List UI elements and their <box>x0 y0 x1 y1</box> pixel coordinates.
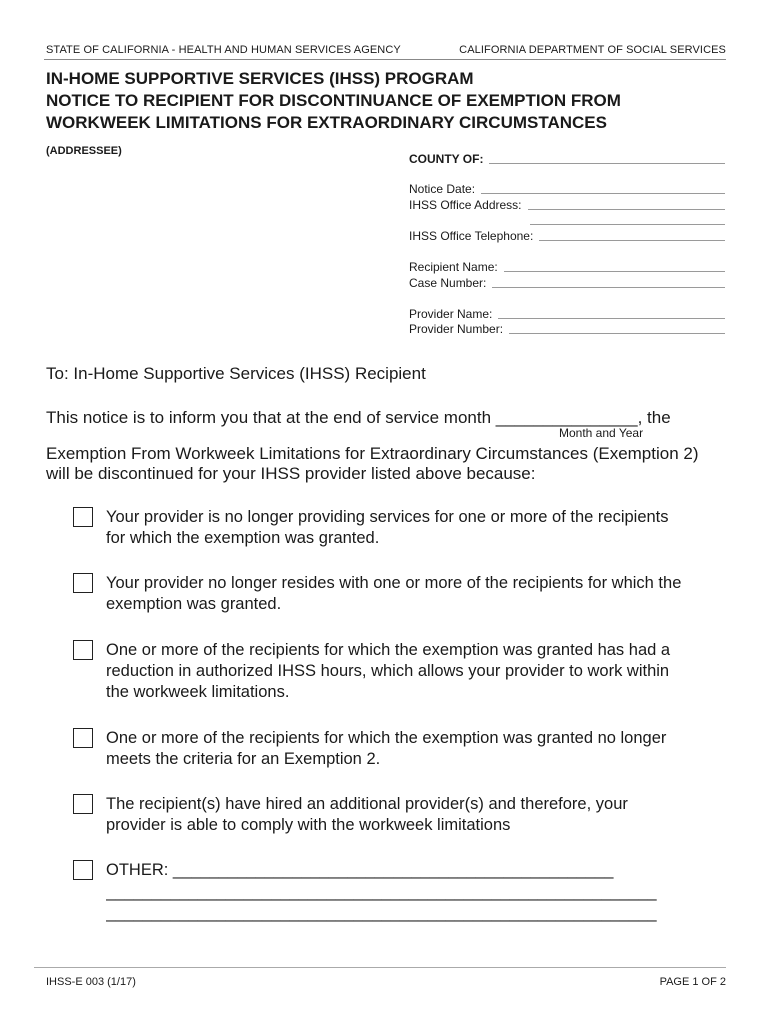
reason-2-line-1: Your provider no longer resides with one or more of the recipients for which the <box>106 574 682 592</box>
reason-checkbox-1[interactable] <box>73 507 93 527</box>
reason-4-line-2: meets the criteria for an Exemption 2. <box>106 750 381 768</box>
title-line-2: NOTICE TO RECIPIENT FOR DISCONTINUANCE OF EXEMPTION FROM <box>46 91 621 110</box>
office-telephone-label: IHSS Office Telephone: <box>409 229 534 243</box>
form-title <box>46 68 736 134</box>
reason-3-line-1: One or more of the recipients for which the exemption was granted has had a <box>106 641 671 659</box>
county-label: COUNTY OF: <box>409 152 484 166</box>
provider-number-label: Provider Number: <box>409 322 504 336</box>
recipient-name-label: Recipient Name: <box>409 260 498 274</box>
reason-text-4 <box>106 728 666 770</box>
to-recipient-line: To: In-Home Supportive Services (IHSS) Recipient <box>46 364 426 383</box>
recipient-name-field[interactable] <box>409 258 725 274</box>
reason-4-line-1: One or more of the recipients for which the exemption was granted no longer <box>106 729 667 747</box>
header-rule <box>44 59 726 60</box>
other-text[interactable] <box>106 860 613 881</box>
reason-1-line-2: for which the exemption was granted. <box>106 529 380 547</box>
exemption-paragraph <box>46 444 736 484</box>
reason-checkbox-2[interactable] <box>73 573 93 593</box>
reason-3-line-3: the workweek limitations. <box>106 683 290 701</box>
form-id: IHSS-E 003 (1/17) <box>46 976 136 988</box>
footer-rule <box>34 967 726 968</box>
paragraph-line-2: will be discontinued for your IHSS provider listed above because: <box>46 464 536 483</box>
addressee-label: (ADDRESSEE) <box>46 145 122 157</box>
notice-date-line[interactable] <box>481 193 725 194</box>
provider-number-field[interactable] <box>409 320 725 336</box>
provider-name-field[interactable] <box>409 305 725 321</box>
reason-5-line-2: provider is able to comply with the workweek limitations <box>106 816 511 834</box>
office-address-line[interactable] <box>528 209 726 210</box>
paragraph-line-1: Exemption From Workweek Limitations for Extraordinary Circumstances (Exemption 2) <box>46 444 699 463</box>
notice-date-label: Notice Date: <box>409 182 476 196</box>
office-telephone-line[interactable] <box>539 240 725 241</box>
office-address-line-2[interactable] <box>530 224 725 225</box>
other-line-1[interactable]: OTHER: ________________________________________________ <box>106 861 614 879</box>
other-line-2[interactable]: ____________________________________________________________ <box>106 883 657 901</box>
department-header: CALIFORNIA DEPARTMENT OF SOCIAL SERVICES <box>459 44 726 56</box>
reason-text-1 <box>106 507 669 549</box>
notice-sentence: This notice is to inform you that at the end of service month _______________, the <box>46 408 671 427</box>
office-address-field[interactable] <box>409 196 725 212</box>
reason-5-line-1: The recipient(s) have hired an additional provider(s) and therefore, your <box>106 795 628 813</box>
title-line-1: IN-HOME SUPPORTIVE SERVICES (IHSS) PROGRAM <box>46 69 474 88</box>
county-line[interactable] <box>489 163 725 164</box>
reason-option-1[interactable] <box>73 507 733 549</box>
reason-option-other[interactable] <box>73 860 733 881</box>
reason-text-5 <box>106 794 628 836</box>
reason-3-line-2: reduction in authorized IHSS hours, which allows your provider to work within <box>106 662 670 680</box>
reason-checkbox-3[interactable] <box>73 640 93 660</box>
month-year-caption: Month and Year <box>559 426 644 440</box>
reason-1-line-1: Your provider is no longer providing services for one or more of the recipients <box>106 508 669 526</box>
page-number: PAGE 1 OF 2 <box>659 976 726 988</box>
reason-checkbox-other[interactable] <box>73 860 93 880</box>
case-number-field[interactable] <box>409 274 725 290</box>
other-line-3[interactable]: ____________________________________________________________ <box>106 904 657 922</box>
office-telephone-field[interactable] <box>409 227 725 243</box>
provider-name-label: Provider Name: <box>409 307 493 321</box>
office-address-label: IHSS Office Address: <box>409 198 522 212</box>
provider-name-line[interactable] <box>498 318 725 319</box>
title-line-3: WORKWEEK LIMITATIONS FOR EXTRAORDINARY CIRCUMSTANCES <box>46 113 607 132</box>
reason-option-4[interactable] <box>73 728 733 770</box>
case-number-label: Case Number: <box>409 276 487 290</box>
recipient-name-line[interactable] <box>504 271 725 272</box>
notice-date-field[interactable] <box>409 180 725 196</box>
reason-option-5[interactable] <box>73 794 733 836</box>
reason-option-2[interactable] <box>73 573 733 615</box>
reason-checkbox-4[interactable] <box>73 728 93 748</box>
provider-number-line[interactable] <box>509 333 725 334</box>
reason-text-3 <box>106 640 670 703</box>
case-number-line[interactable] <box>492 287 725 288</box>
reason-2-line-2: exemption was granted. <box>106 595 282 613</box>
reason-text-2 <box>106 573 681 615</box>
reason-checkbox-5[interactable] <box>73 794 93 814</box>
reason-option-3[interactable] <box>73 640 733 703</box>
county-field[interactable] <box>409 150 725 166</box>
agency-header: STATE OF CALIFORNIA - HEALTH AND HUMAN SERVICES AGENCY <box>46 44 401 56</box>
